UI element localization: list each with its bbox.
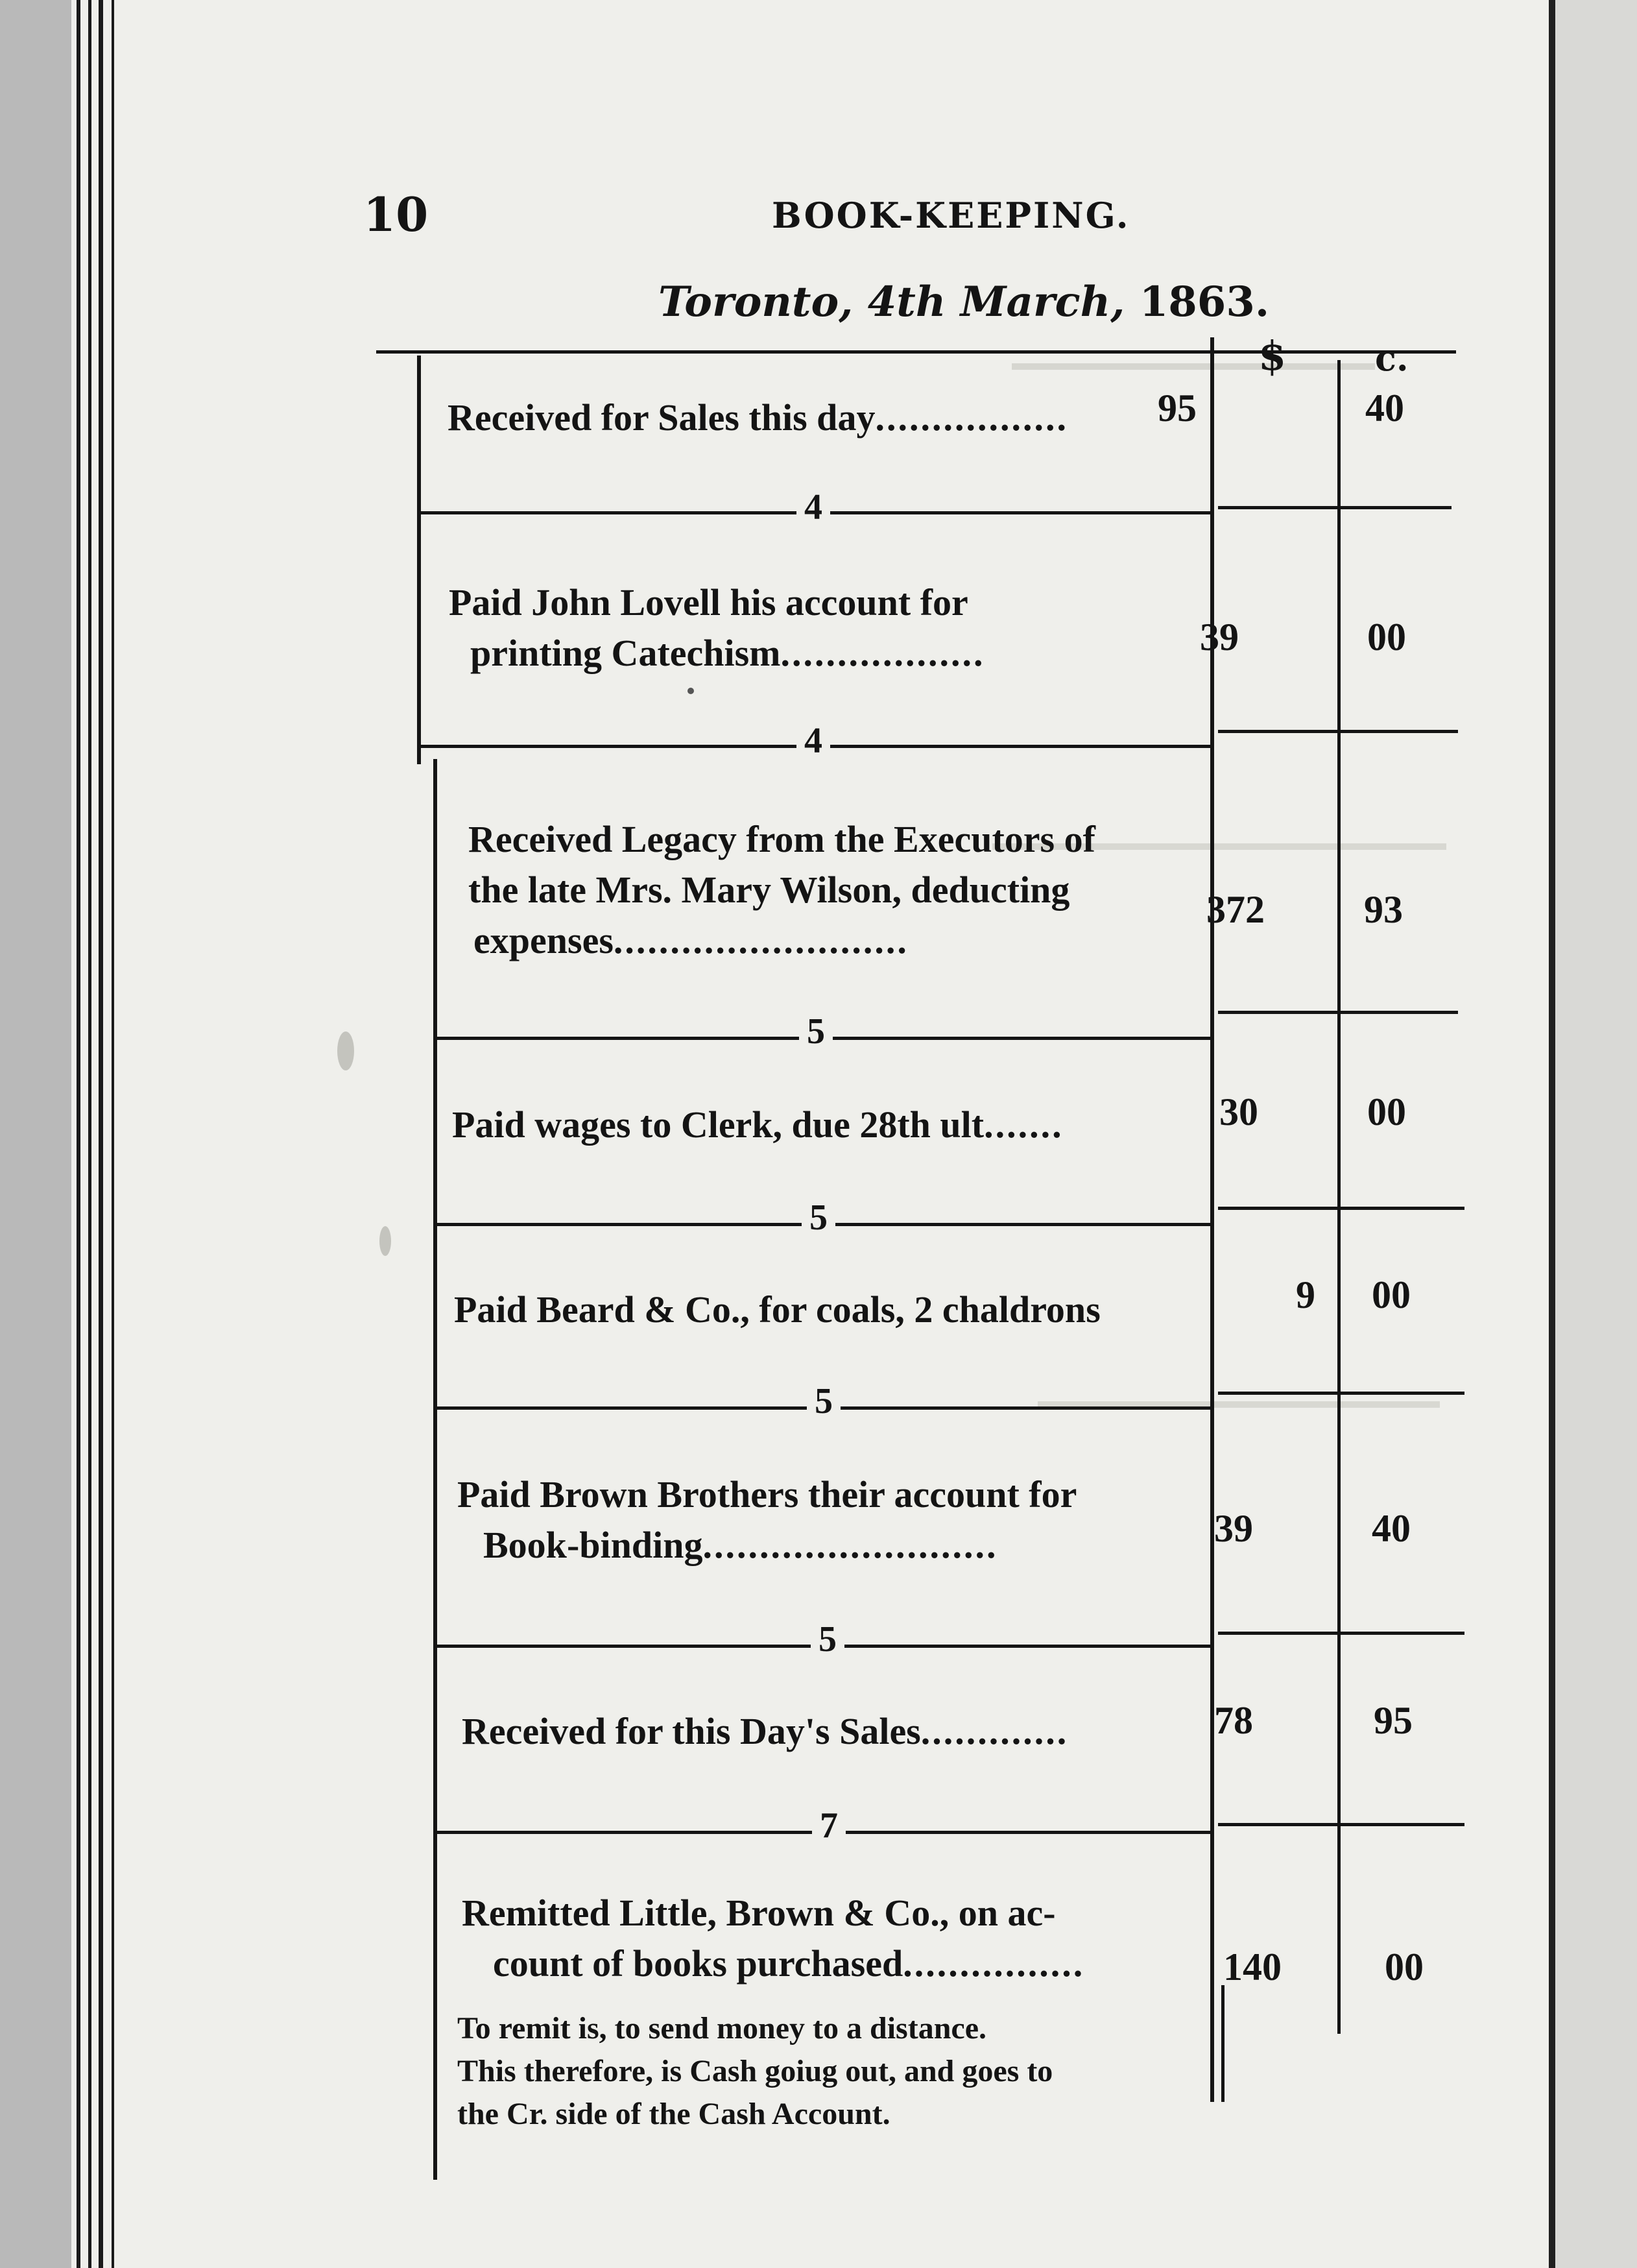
entry-dollars: 372 [1206,888,1265,931]
day-rule-amounts [1218,506,1452,509]
page-edge-left-4 [112,0,114,2268]
entry-line: Paid wages to Clerk, due 28th ult....... [452,1104,1064,1146]
dollars-column-rule [1210,337,1214,2102]
note-line: To remit is, to send money to a distance. [457,2011,986,2045]
dateline-month: March, [960,278,1125,326]
entry-dollars: 78 [1214,1699,1253,1742]
entry-cents: 00 [1385,1946,1424,1988]
entry-dollars: 9 [1296,1273,1315,1316]
dollars-column-header: $ [1258,332,1287,380]
cents-column-rule [1337,360,1341,2034]
entry-dollars: 140 [1223,1946,1282,1988]
entry-line: Book-binding.......................... [483,1524,998,1566]
note-line: the Cr. side of the Cash Account. [457,2097,890,2131]
cents-column-header: c. [1375,337,1409,379]
day-rule-amounts [1218,1207,1464,1210]
day-number: 5 [802,1197,835,1238]
entry-cents: 40 [1365,387,1404,429]
page-edge-left-3 [99,0,103,2268]
entry-line: Paid John Lovell his account for [449,581,968,623]
dateline [658,278,1269,326]
entry-line: count of books purchased................ [493,1942,1085,1984]
entry-dollars: 95 [1158,387,1197,429]
left-rule-lower [433,759,437,2180]
day-rule-amounts [1218,1632,1464,1635]
dateline-place: Toronto, [658,278,854,326]
running-head: BOOK-KEEPING. [772,195,1130,236]
day-number: 5 [811,1619,844,1660]
left-rule-upper [417,356,421,764]
page-edge-left-2 [88,0,91,2268]
day-number: 5 [807,1381,841,1422]
entry-line: Paid Brown Brothers their account for [457,1473,1077,1515]
entry-line: Received Legacy from the Executors of [468,818,1095,860]
day-rule-amounts [1218,730,1458,733]
entry-line: printing Catechism.................. [470,632,985,674]
paper-speck [687,688,694,694]
right-margin-edge [1549,0,1637,2268]
entry-cents: 00 [1372,1273,1411,1316]
entry-line: expenses.......................... [473,919,909,961]
day-number: 4 [796,720,830,762]
entry-line: Received for this Day's Sales............. [462,1710,1069,1752]
page-number: 10 [363,187,429,242]
entry-cents: 95 [1374,1699,1413,1742]
entry-cents: 93 [1364,888,1403,931]
entry-line: the late Mrs. Mary Wilson, deducting [468,869,1070,911]
entry-cents: 00 [1367,616,1406,658]
entry-line: Received for Sales this day................. [448,396,1068,439]
dateline-day: 4th [867,278,946,326]
bleed-through-mark [1012,363,1375,370]
day-number: 5 [799,1011,833,1052]
note-line: This therefore, is Cash goiug out, and goes to [457,2054,1053,2088]
entry-dollars: 39 [1214,1507,1253,1550]
dollars-column-rule-foot [1221,1985,1225,2102]
entry-cents: 40 [1372,1507,1411,1550]
day-rule-amounts [1218,1011,1458,1014]
entry-dollars: 30 [1219,1091,1258,1133]
entry-line: Remitted Little, Brown & Co., on ac- [462,1892,1056,1934]
day-number: 7 [812,1805,846,1846]
day-rule-amounts [1218,1392,1464,1395]
page-edge-left-1 [77,0,80,2268]
paper-speck [337,1031,354,1070]
entry-line: Paid Beard & Co., for coals, 2 chaldrons [454,1288,1101,1331]
explanatory-note [457,2007,1053,2136]
day-number: 4 [796,487,830,528]
day-rule-amounts [1218,1823,1464,1826]
paper-speck [379,1226,391,1256]
entry-cents: 00 [1367,1091,1406,1133]
table-top-rule [376,350,1456,354]
dateline-year: 1863. [1139,278,1270,326]
entry-dollars: 39 [1200,616,1239,658]
